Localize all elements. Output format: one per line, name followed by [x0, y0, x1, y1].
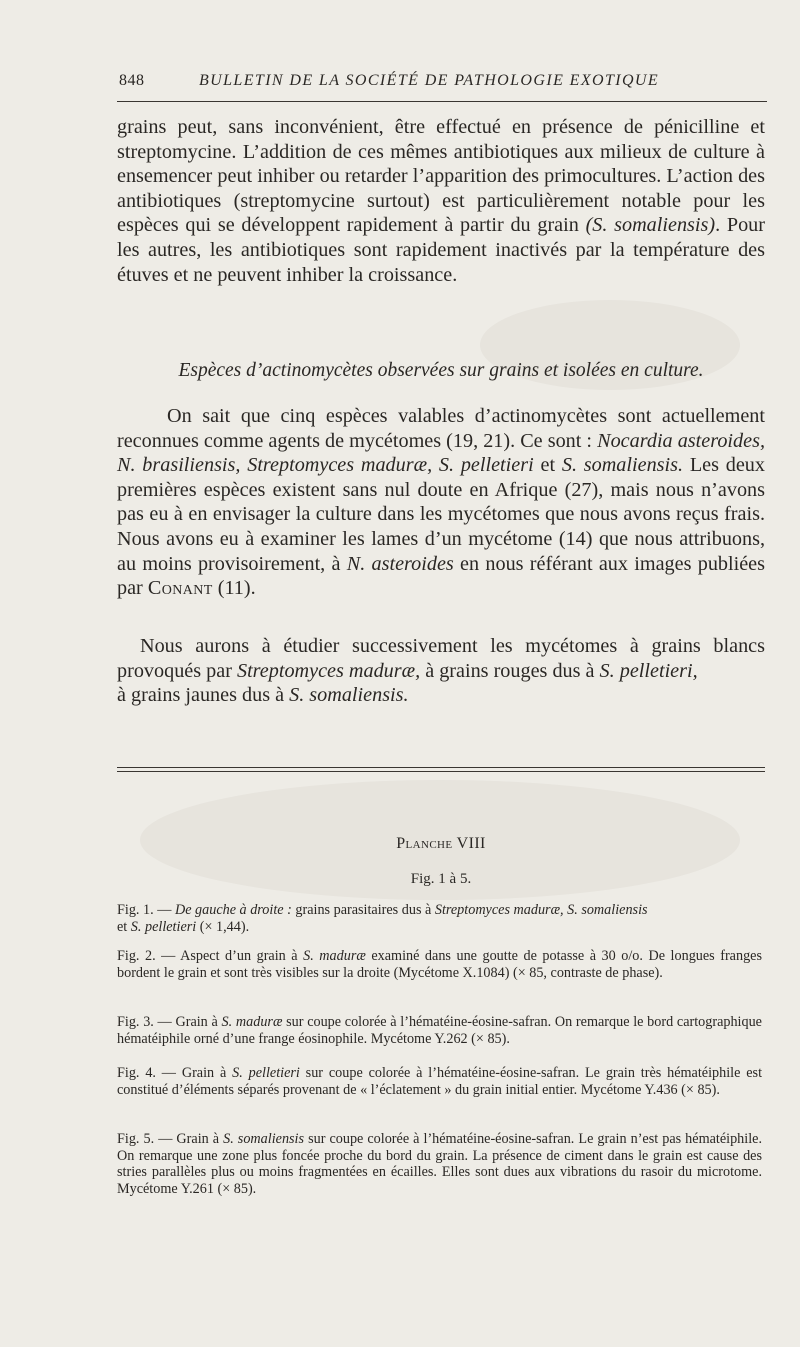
paragraph-text: Nous aurons à étudier successivement les mycétomes à grains blancs provoqués par — [117, 635, 765, 682]
species-name: S. pelletieri — [232, 1065, 300, 1081]
caption-text: Grain à — [172, 1131, 224, 1147]
paragraph-text: et — [533, 454, 562, 477]
caption-italic-lead: De gauche à droite : — [174, 902, 292, 918]
paragraph-species — [117, 404, 765, 601]
caption-text: Grain à — [176, 1065, 233, 1081]
page-number: 848 — [119, 72, 145, 89]
figure-caption-5 — [117, 1131, 762, 1197]
species-name: (S. somaliensis) — [585, 214, 716, 237]
paragraph-text: (11). — [212, 577, 256, 600]
plate-title: Planche VIII — [396, 835, 486, 852]
caption-text: sur coupe colorée à l’hématéine-éosine-safran. On remarque le bord cartographique hématéiphile orné d’une frange éosinophile. Mycétome Y.262 (× 85). — [117, 1014, 762, 1047]
caption-text: Grain à — [171, 1014, 222, 1030]
caption-label: Fig. 1. — — [117, 902, 172, 918]
paragraph-antibiotics — [117, 115, 765, 287]
caption-label: Fig. 5. — — [117, 1131, 173, 1147]
paragraph-text: en nous référant aux images publiées par — [117, 552, 765, 600]
journal-title: BULLETIN DE LA SOCIÉTÉ DE PATHOLOGIE EXOTIQUE — [199, 72, 660, 89]
figure-caption-2 — [117, 948, 762, 981]
caption-text: Aspect d’un grain à — [175, 948, 304, 964]
species-name: S. maduræ — [221, 1014, 283, 1030]
running-header — [117, 72, 767, 96]
figure-range: Fig. 1 à 5. — [410, 871, 472, 887]
section-divider — [117, 771, 765, 772]
paragraph-plan — [117, 634, 765, 708]
paragraph-text: à grains jaunes dus à — [117, 684, 290, 707]
paragraph-text: Les deux premières espèces existent sans nul doute en Afrique (27), mais nous n’avons pas eu à en envisager la culture dans les mycétomes que nous avons reçus frais. Nous avons eu à examiner les lames d’un mycétome (14) que nous attribuons, au moins provisoirement, à — [117, 454, 765, 575]
paragraph-text: On sait que cinq espèces valables d’actinomycètes sont actuellement reconnues comme agents de mycétomes (19, 21). Ce sont : — [117, 405, 765, 452]
paragraph-text: à grains rouges dus à — [420, 659, 600, 682]
author-name: Conant — [147, 577, 213, 600]
caption-text: grains parasitaires dus à — [291, 902, 435, 918]
caption-text: (× 1,44). — [196, 918, 250, 935]
paragraph-text: . Pour les autres, les antibiotiques sont rapidement inactivés par la température des étuves et ne peuvent inhiber la croissance. — [117, 214, 765, 286]
species-name: S. pelletieri — [130, 918, 197, 935]
caption-text: examiné dans une goutte de potasse à 30 o/o. De longues franges bordent le grain et sont très visibles sur la droite (Mycétome X.1084) (× 85, contraste de phase). — [117, 948, 762, 981]
species-name: Streptomyces maduræ, S. somaliensis — [434, 902, 648, 918]
species-name: S. somaliensis. — [561, 454, 684, 477]
caption-text: sur coupe colorée à l’hématéine-éosine-safran. Le grain n’est pas hématéiphile. On remarque une zone plus foncée proche du bord du grain. La présence de ciment dans le grain est cause des stries parallèles plus ou moins fragmentées en écailles. Elles sont dues aux vibrations du rasoir du microtome. Mycétome Y.261 (× 85). — [117, 1131, 762, 1197]
paragraph-text: grains peut, sans inconvénient, être effectué en présence de pénicilline et streptomycine. L’addition de ces mêmes antibiotiques aux milieux de culture à ensemencer peut inhiber ou retarder l’apparition des primocultures. L’action des antibiotiques (streptomycine surtout) est particulièrement notable pour les espèces qui se développent rapidement à partir du grain — [117, 116, 765, 237]
figure-caption-1 — [117, 902, 762, 935]
species-name: S. somaliensis. — [289, 684, 409, 707]
caption-label: Fig. 4. — — [117, 1065, 176, 1081]
caption-text: et — [117, 918, 131, 935]
species-name: S. maduræ — [303, 948, 366, 964]
figure-caption-4 — [117, 1065, 762, 1098]
caption-text: sur coupe colorée à l’hématéine-éosine-safran. Le grain très hématéiphile est constitué d’éléments séparés provenant de « l’éclatement » du grain initial entier. Mycétome Y.436 (× 85). — [117, 1065, 763, 1098]
species-name: Nocardia asteroides, N. brasiliensis, Streptomyces maduræ, S. pelletieri — [117, 429, 765, 477]
species-name: N. asteroides — [346, 552, 454, 575]
section-title: Espèces d’actinomycètes observées sur grains et isolées en culture. — [178, 360, 704, 381]
species-name: S. pelletieri, — [599, 659, 698, 682]
section-divider — [117, 767, 765, 768]
species-name: S. somaliensis — [223, 1131, 305, 1147]
caption-label: Fig. 3. — — [117, 1014, 172, 1030]
header-rule — [117, 101, 767, 102]
figure-caption-3 — [117, 1014, 762, 1047]
species-name: Streptomyces maduræ, — [236, 659, 421, 682]
caption-label: Fig. 2. — — [117, 948, 176, 964]
